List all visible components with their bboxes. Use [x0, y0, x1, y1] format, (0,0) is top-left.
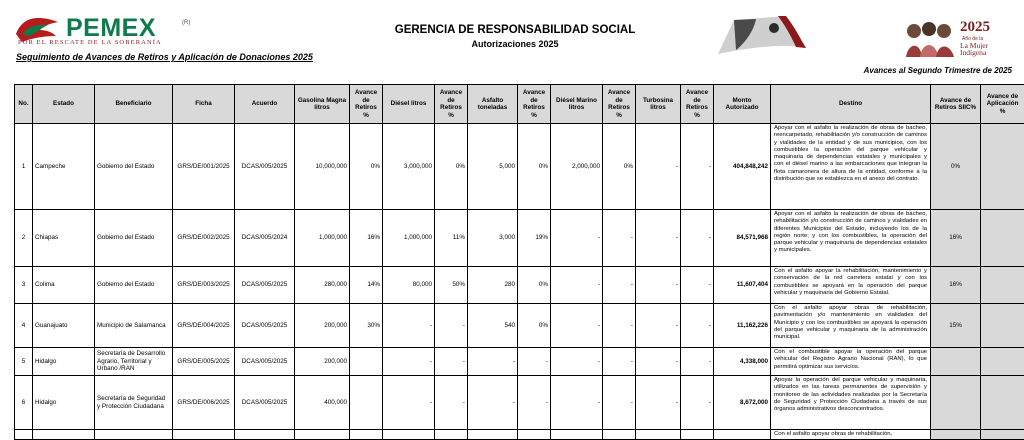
column-header: Diésel litros — [383, 85, 435, 124]
cell-turbosina: - — [636, 376, 681, 430]
column-header: Beneficiario — [95, 85, 173, 124]
cell-ficha: GRS/DE/001/2025 — [173, 124, 235, 210]
cell-monto: 11,607,404 — [714, 267, 771, 304]
cell-beneficiario: Municipio de Salamanca — [95, 304, 173, 348]
cell-asfalto: - — [468, 348, 518, 376]
cell-gasolina: 10,000,000 — [295, 124, 350, 210]
cell-destino: Con el asfalto apoyar obras de rehabilitación, — [771, 430, 931, 440]
table-row — [15, 124, 1024, 210]
table-row — [15, 376, 1024, 430]
cell-ficha: GRS/DE/003/2025 — [173, 267, 235, 304]
cell-gasolina: 200,000 — [295, 348, 350, 376]
cell-estado: Colima — [33, 267, 95, 304]
cell-beneficiario: Secretaría de Desarrollo Agrario, Territorial y Urbano /RAN — [95, 348, 173, 376]
table-header-row — [15, 85, 1024, 124]
cell-av-die: - — [435, 376, 468, 430]
cell-destino: Apoyar con el asfalto la realización de obras de bacheo, reencarpetado, rehabilitación y/o construcción de caminos y vialidades de la entidad y de sus municipios, con los combustibles la operación del parque vehicular y maquinaria de dependencias estatales y municipales y con el diésel marino a las embarcaciones que integran la flota camaronera de altura de la entidad, conforme a la distribución que se establezca en el anexo del contrato. — [771, 124, 931, 210]
column-header: Estado — [33, 85, 95, 124]
cell-av-die: 50% — [435, 267, 468, 304]
cell-diesel: 80,000 — [383, 267, 435, 304]
page-subtitle: Autorizaciones 2025 — [471, 39, 559, 49]
cell-no: 5 — [15, 348, 33, 376]
column-header: Diésel Marino litros — [551, 85, 603, 124]
cell-turbosina: - — [636, 210, 681, 267]
year-small: Año de la — [962, 36, 984, 42]
cell-monto: 8,672,000 — [714, 376, 771, 430]
cell-siic: 0% — [931, 124, 981, 210]
cell-turbosina: - — [636, 304, 681, 348]
cell-destino: Apoyar con el asfalto la realización de obras de bacheo, rehabilitación y/o construcción de caminos y vialidades en diferentes Municipios del Estado, incluyendo los de la región norte; y con los combustibles, la operación del parque vehicular y maquinaria de dependencias estatales y municipales. — [771, 210, 931, 267]
cell-acuerdo — [235, 430, 295, 440]
cell-diesel: - — [383, 304, 435, 348]
cell-turbosina — [636, 430, 681, 440]
cell-marino: - — [551, 210, 603, 267]
cell-asfalto: 3,000 — [468, 210, 518, 267]
cell-estado: Chiapas — [33, 210, 95, 267]
cell-monto: 11,162,226 — [714, 304, 771, 348]
cell-diesel — [383, 430, 435, 440]
cell-gasolina: 200,000 — [295, 304, 350, 348]
cell-ficha: GRS/DE/005/2025 — [173, 348, 235, 376]
cell-av-gas — [350, 348, 383, 376]
column-header: Turbosina litros — [636, 85, 681, 124]
cell-av-asf — [518, 430, 551, 440]
cell-diesel: - — [383, 376, 435, 430]
cell-destino: Con el asfalto apoyar la rehabilitación, mantenimiento y conservación de la red carretera estatal y con los combustibles se apoyará en la operación del parque vehicular y maquinaria del Gobierno Estatal. — [771, 267, 931, 304]
cell-av-tur: - — [681, 376, 714, 430]
table-row — [15, 430, 1024, 440]
cell-destino: Con el asfalto apoyar obras de rehabilitación, pavimentación y/o mantenimiento en vialidades del Municipio y con los combustibles se apoyará la operación del parque vehicular y maquinaria de la administración municipal. — [771, 304, 931, 348]
cell-destino: Apoyar la operación del parque vehicular y maquinaria, utilizados en las tareas permanentes de supervisión y monitoreo de las actividades realizadas por la Secretaría de Seguridad y Protección Ciudadana a través de sus órganos administrativos desconcentrados. — [771, 376, 931, 430]
cell-av-die — [435, 430, 468, 440]
cell-asfalto: 540 — [468, 304, 518, 348]
cell-av-die: 0% — [435, 124, 468, 210]
cell-av-tur: - — [681, 304, 714, 348]
table-row — [15, 267, 1024, 304]
cell-acuerdo: DCAS/005/2025 — [235, 304, 295, 348]
table-row — [15, 304, 1024, 348]
flag-icon — [716, 14, 808, 58]
cell-aplicacion — [981, 124, 1024, 210]
cell-siic: 16% — [931, 210, 981, 267]
cell-av-die: 11% — [435, 210, 468, 267]
women-faces-icon — [904, 17, 956, 57]
cell-acuerdo: DCAS/005/2025 — [235, 376, 295, 430]
cell-av-mar: - — [603, 210, 636, 267]
cell-aplicacion — [981, 376, 1024, 430]
cell-marino: 2,000,000 — [551, 124, 603, 210]
cell-av-mar — [603, 430, 636, 440]
cell-av-mar: - — [603, 304, 636, 348]
cell-monto — [714, 430, 771, 440]
cell-av-tur: - — [681, 210, 714, 267]
period-label: Avances al Segundo Trimestre de 2025 — [863, 66, 1012, 75]
cell-siic: 16% — [931, 267, 981, 304]
cell-ficha: GRS/DE/004/2025 — [173, 304, 235, 348]
cell-av-die: - — [435, 348, 468, 376]
cell-av-tur: - — [681, 124, 714, 210]
cell-beneficiario — [95, 430, 173, 440]
cell-siic — [931, 430, 981, 440]
cell-av-tur: - — [681, 267, 714, 304]
cell-estado: Campeche — [33, 124, 95, 210]
cell-estado: Guanajuato — [33, 304, 95, 348]
cell-ficha: GRS/DE/002/2025 — [173, 210, 235, 267]
cell-marino: - — [551, 267, 603, 304]
cell-asfalto: 280 — [468, 267, 518, 304]
cell-av-asf: 19% — [518, 210, 551, 267]
cell-av-asf: 0% — [518, 304, 551, 348]
cell-diesel: 1,000,000 — [383, 210, 435, 267]
cell-turbosina: - — [636, 267, 681, 304]
cell-no: 6 — [15, 376, 33, 430]
cell-acuerdo: DCAS/005/2025 — [235, 348, 295, 376]
cell-diesel: - — [383, 348, 435, 376]
cell-marino: - — [551, 376, 603, 430]
cell-acuerdo: DCAS/005/2025 — [235, 267, 295, 304]
cell-av-mar: - — [603, 348, 636, 376]
cell-no: 2 — [15, 210, 33, 267]
cell-asfalto — [468, 430, 518, 440]
cell-no: 4 — [15, 304, 33, 348]
cell-av-gas: 16% — [350, 210, 383, 267]
cell-aplicacion — [981, 348, 1024, 376]
cell-beneficiario: Gobierno del Estado — [95, 267, 173, 304]
cell-aplicacion — [981, 430, 1024, 440]
cell-av-die: - — [435, 304, 468, 348]
cell-av-gas — [350, 376, 383, 430]
cell-estado: Hidalgo — [33, 376, 95, 430]
column-header: Avance de Retiros % — [518, 85, 551, 124]
column-header: Asfalto toneladas — [468, 85, 518, 124]
cell-siic — [931, 348, 981, 376]
cell-av-gas — [350, 430, 383, 440]
column-header: No. — [15, 85, 33, 124]
table-row — [15, 348, 1024, 376]
column-header: Avance de Aplicación % — [981, 85, 1024, 124]
cell-monto: 404,848,242 — [714, 124, 771, 210]
cell-beneficiario: Gobierno del Estado — [95, 210, 173, 267]
cell-av-gas: 0% — [350, 124, 383, 210]
cell-av-gas: 14% — [350, 267, 383, 304]
cell-aplicacion — [981, 267, 1024, 304]
cell-aplicacion — [981, 304, 1024, 348]
report-header — [0, 0, 1024, 84]
cell-beneficiario: Secretaría de Seguridad y Protección Ciudadana — [95, 376, 173, 430]
cell-ficha: GRS/DE/006/2025 — [173, 376, 235, 430]
donations-table — [14, 84, 1024, 440]
cell-marino: - — [551, 304, 603, 348]
cell-marino — [551, 430, 603, 440]
cell-av-mar: 0% — [603, 124, 636, 210]
cell-av-asf: - — [518, 348, 551, 376]
cell-acuerdo: DCAS/005/2024 — [235, 210, 295, 267]
cell-ficha — [173, 430, 235, 440]
column-header: Acuerdo — [235, 85, 295, 124]
cell-av-mar: - — [603, 376, 636, 430]
column-header: Ficha — [173, 85, 235, 124]
cell-acuerdo: DCAS/005/2025 — [235, 124, 295, 210]
cell-asfalto: - — [468, 376, 518, 430]
cell-gasolina: 1,000,000 — [295, 210, 350, 267]
cell-beneficiario: Gobierno del Estado — [95, 124, 173, 210]
cell-gasolina — [295, 430, 350, 440]
cell-av-mar: - — [603, 267, 636, 304]
report-title: Seguimiento de Avances de Retiros y Aplicación de Donaciones 2025 — [16, 52, 313, 62]
cell-siic: 15% — [931, 304, 981, 348]
column-header: Avance de Retiros % — [681, 85, 714, 124]
brand-reg: (R) — [182, 20, 191, 26]
year-text: 2025 — [960, 19, 990, 35]
cell-no: 3 — [15, 267, 33, 304]
year-logo — [904, 17, 1020, 57]
cell-no — [15, 430, 33, 440]
cell-siic — [931, 376, 981, 430]
cell-turbosina: - — [636, 348, 681, 376]
cell-destino: Con el combustible apoyar la operación del parque vehicular del Registro Agrario Nacional (RAN), lo que permitirá optimizar sus servicios. — [771, 348, 931, 376]
cell-monto: 84,571,968 — [714, 210, 771, 267]
donations-table-wrapper — [14, 84, 1024, 440]
cell-asfalto: 5,000 — [468, 124, 518, 210]
cell-turbosina: - — [636, 124, 681, 210]
cell-gasolina: 280,000 — [295, 267, 350, 304]
cell-estado: Hidalgo — [33, 348, 95, 376]
cell-aplicacion — [981, 210, 1024, 267]
year-name: La Mujer Indígena — [960, 41, 989, 57]
cell-av-gas: 30% — [350, 304, 383, 348]
cell-estado — [33, 430, 95, 440]
cell-av-asf: 0% — [518, 267, 551, 304]
page-title: GERENCIA DE RESPONSABILIDAD SOCIAL — [394, 24, 636, 36]
cell-av-asf: - — [518, 376, 551, 430]
cell-no: 1 — [15, 124, 33, 210]
brand-name: PEMEX — [66, 14, 157, 42]
cell-diesel: 3,000,000 — [383, 124, 435, 210]
table-row — [15, 210, 1024, 267]
column-header: Avance de Retiros % — [350, 85, 383, 124]
cell-marino: - — [551, 348, 603, 376]
column-header: Avance de Retiros % — [603, 85, 636, 124]
cell-monto: 4,338,000 — [714, 348, 771, 376]
column-header: Destino — [771, 85, 931, 124]
column-header: Monto Autorizado — [714, 85, 771, 124]
brand-tagline: POR EL RESCATE DE LA SOBERANÍA — [18, 39, 162, 46]
cell-gasolina: 400,000 — [295, 376, 350, 430]
column-header: Avance de Retiros SIIC% — [931, 85, 981, 124]
column-header: Avance de Retiros % — [435, 85, 468, 124]
column-header: Gasolina Magna litros — [295, 85, 350, 124]
cell-av-tur: - — [681, 348, 714, 376]
cell-av-asf: 0% — [518, 124, 551, 210]
cell-av-tur — [681, 430, 714, 440]
